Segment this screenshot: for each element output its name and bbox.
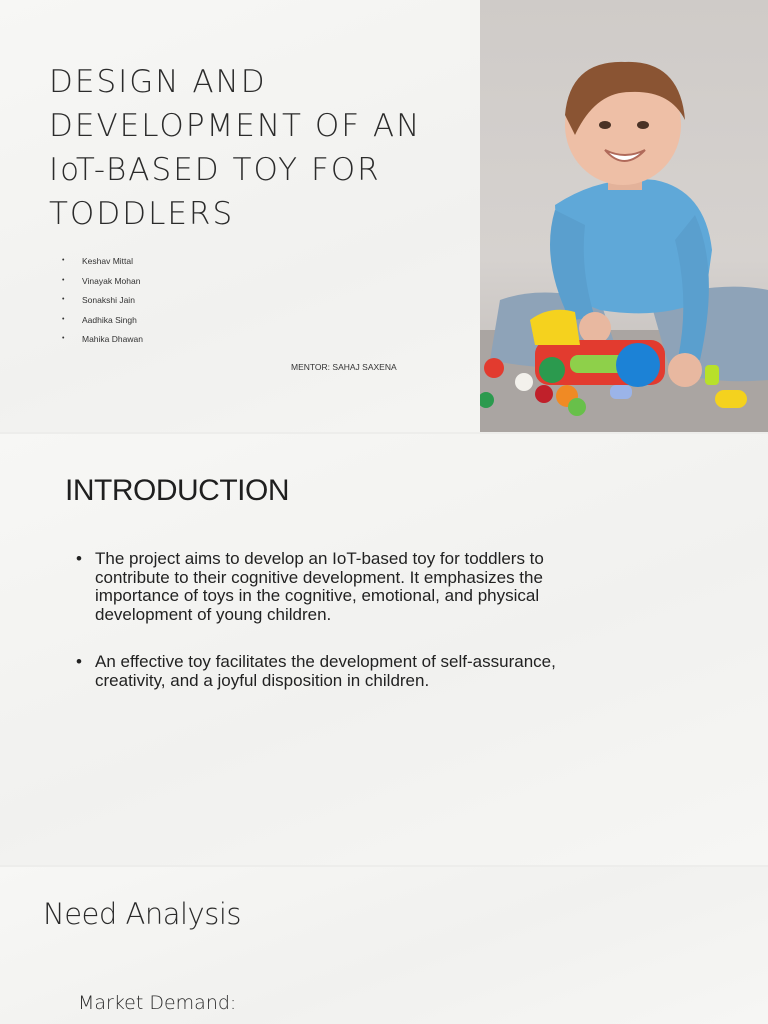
white-ball	[515, 373, 533, 391]
author-item: • Vinayak Mohan	[62, 274, 143, 294]
author-item: • Mahika Dhawan	[62, 332, 143, 352]
left-eye	[599, 121, 611, 129]
mentor-label: MENTOR: SAHAJ SAXENA	[291, 362, 397, 372]
light-green-ball	[568, 398, 586, 416]
dark-red-ball	[535, 385, 553, 403]
title-slide	[0, 0, 768, 432]
toddler-illustration	[480, 0, 768, 432]
toy-blue-ball	[616, 343, 660, 387]
author-item: • Keshav Mittal	[62, 254, 143, 274]
bullet-item: • An effective toy facilitates the development of self-assurance, creativity, and a joyful disposition in children.	[76, 653, 606, 690]
toddler-photo	[480, 0, 768, 432]
author-item: • Aadhika Singh	[62, 313, 143, 333]
left-hand	[579, 312, 611, 344]
yellow-capsule	[715, 390, 747, 408]
introduction-slide	[0, 434, 768, 865]
bullet-item: • The project aims to develop an IoT-based toy for toddlers to contribute to their cognitive development. It emphasizes the importance of toys in the cognitive, emotional, and physical development of young children.	[76, 550, 606, 624]
introduction-bullets	[76, 550, 606, 719]
right-eye	[637, 121, 649, 129]
author-list	[62, 254, 143, 352]
need-analysis-heading: Need Analysis	[43, 897, 241, 931]
need-analysis-slide	[0, 867, 768, 1024]
lavender-capsule	[610, 385, 632, 399]
right-hand	[668, 353, 702, 387]
introduction-heading: INTRODUCTION	[65, 474, 289, 507]
red-ball	[484, 358, 504, 378]
presentation-title: DESIGN AND DEVELOPMENT OF AN IoT-BASED TOY FOR TODDLERS	[49, 64, 422, 232]
market-demand-subheading: Market Demand:	[78, 992, 237, 1014]
lime-block	[705, 365, 719, 385]
toy-green-wheel	[539, 357, 565, 383]
author-item: • Sonakshi Jain	[62, 293, 143, 313]
